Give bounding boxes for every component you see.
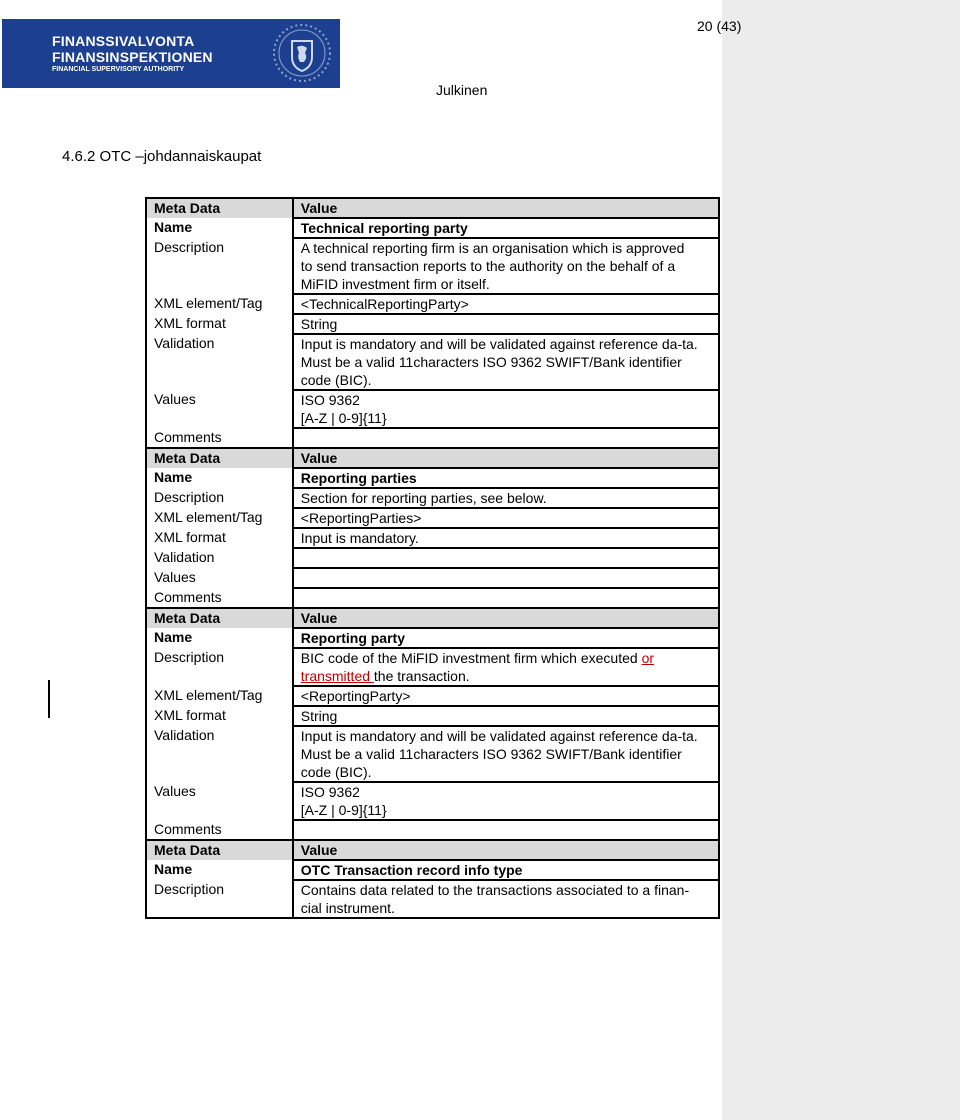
finanssivalvonta-logo <box>2 19 340 88</box>
comments-label: Comments <box>146 428 293 448</box>
table-row <box>146 648 719 686</box>
validation-line-2: Must be a valid 11characters ISO 9362 SWIFT/Bank identifier code (BIC). <box>300 354 682 388</box>
table-row <box>146 568 719 588</box>
description-text-post: the transaction. <box>373 668 470 684</box>
value-header: Value <box>293 608 719 628</box>
xml-format-label: XML format <box>146 314 293 334</box>
name-label: Name <box>146 468 293 488</box>
values-line-1: ISO 9362 <box>300 392 360 408</box>
table-row <box>146 468 719 488</box>
name-value: Reporting party <box>293 628 719 648</box>
meta-data-header: Meta Data <box>146 198 293 218</box>
xml-format-value: String <box>293 706 719 726</box>
values-label: Values <box>146 568 293 588</box>
name-label: Name <box>146 860 293 880</box>
table-row <box>146 782 719 820</box>
comments-label: Comments <box>146 820 293 840</box>
xml-tag-label: XML element/Tag <box>146 686 293 706</box>
name-label: Name <box>146 628 293 648</box>
xml-format-value: Input is mandatory. <box>293 528 719 548</box>
xml-format-label: XML format <box>146 706 293 726</box>
comments-value <box>293 588 719 608</box>
meta-data-header: Meta Data <box>146 448 293 468</box>
table-header-row <box>146 608 719 628</box>
description-value: A technical reporting firm is an organisation which is approved to send transaction reports to the authority on the behalf of a MiFID investment firm or itself. <box>293 238 719 294</box>
logo-text <box>52 33 213 75</box>
name-value: Technical reporting party <box>293 218 719 238</box>
description-label: Description <box>146 488 293 508</box>
document-classification: Julkinen <box>436 82 488 98</box>
table-row <box>146 218 719 238</box>
name-value: Reporting parties <box>293 468 719 488</box>
table-row <box>146 860 719 880</box>
validation-value <box>293 548 719 568</box>
xml-tag-value: <TechnicalReportingParty> <box>293 294 719 314</box>
table-header-row <box>146 840 719 860</box>
description-value <box>293 648 719 686</box>
table-row <box>146 488 719 508</box>
comments-value <box>293 820 719 840</box>
values-label: Values <box>146 782 293 820</box>
table-row <box>146 294 719 314</box>
page-number: 20 (43) <box>697 18 742 34</box>
value-header: Value <box>293 448 719 468</box>
table-row <box>146 588 719 608</box>
table-row <box>146 238 719 294</box>
lion-crest-icon <box>270 21 334 85</box>
validation-label: Validation <box>146 334 293 390</box>
validation-value <box>293 334 719 390</box>
xml-tag-value: <ReportingParty> <box>293 686 719 706</box>
comments-label: Comments <box>146 588 293 608</box>
description-value: Section for reporting parties, see below. <box>293 488 719 508</box>
values-value <box>293 390 719 428</box>
validation-line-2: Must be a valid 11characters ISO 9362 SWIFT/Bank identifier code (BIC). <box>300 746 682 780</box>
table-row <box>146 508 719 528</box>
table-row <box>146 686 719 706</box>
logo-line-3: FINANCIAL SUPERVISORY AUTHORITY <box>52 66 185 73</box>
description-label: Description <box>146 648 293 686</box>
values-value <box>293 568 719 588</box>
description-label: Description <box>146 238 293 294</box>
values-line-2: [A-Z | 0-9]{11} <box>300 410 387 426</box>
logo-line-2: FINANSINSPEKTIONEN <box>52 49 213 65</box>
validation-line-1: Input is mandatory and will be validated against reference da-ta. <box>300 336 698 352</box>
table-header-row <box>146 448 719 468</box>
xml-tag-label: XML element/Tag <box>146 508 293 528</box>
metadata-table <box>145 197 720 919</box>
table-row <box>146 334 719 390</box>
comments-value <box>293 428 719 448</box>
table-row <box>146 706 719 726</box>
values-line-2: [A-Z | 0-9]{11} <box>300 802 387 818</box>
validation-label: Validation <box>146 726 293 782</box>
comment-margin-panel <box>722 0 960 1120</box>
description-text-pre: BIC code of the MiFID investment firm which executed <box>300 650 642 666</box>
value-header: Value <box>293 840 719 860</box>
xml-tag-value: <ReportingParties> <box>293 508 719 528</box>
table-row <box>146 314 719 334</box>
table-row <box>146 528 719 548</box>
table-row <box>146 390 719 428</box>
values-line-1: ISO 9362 <box>300 784 360 800</box>
description-label: Description <box>146 880 293 918</box>
name-label: Name <box>146 218 293 238</box>
validation-label: Validation <box>146 548 293 568</box>
validation-value <box>293 726 719 782</box>
table-row <box>146 628 719 648</box>
value-header: Value <box>293 198 719 218</box>
table-row <box>146 548 719 568</box>
validation-line-1: Input is mandatory and will be validated against reference da-ta. <box>300 728 698 744</box>
table-row <box>146 880 719 918</box>
values-value <box>293 782 719 820</box>
table-row <box>146 820 719 840</box>
meta-data-header: Meta Data <box>146 608 293 628</box>
table-row <box>146 726 719 782</box>
table-row <box>146 428 719 448</box>
logo-line-1: FINANSSIVALVONTA <box>52 33 195 49</box>
values-label: Values <box>146 390 293 428</box>
description-value: Contains data related to the transactions associated to a finan-cial instrument. <box>293 880 719 918</box>
name-value: OTC Transaction record info type <box>293 860 719 880</box>
meta-data-header: Meta Data <box>146 840 293 860</box>
xml-format-value: String <box>293 314 719 334</box>
tracked-insertion-text: or transmitted <box>300 650 655 684</box>
table-header-row <box>146 198 719 218</box>
xml-tag-label: XML element/Tag <box>146 294 293 314</box>
xml-format-label: XML format <box>146 528 293 548</box>
revision-change-bar <box>48 680 50 718</box>
section-heading: 4.6.2 OTC –johdannaiskaupat <box>62 148 262 165</box>
